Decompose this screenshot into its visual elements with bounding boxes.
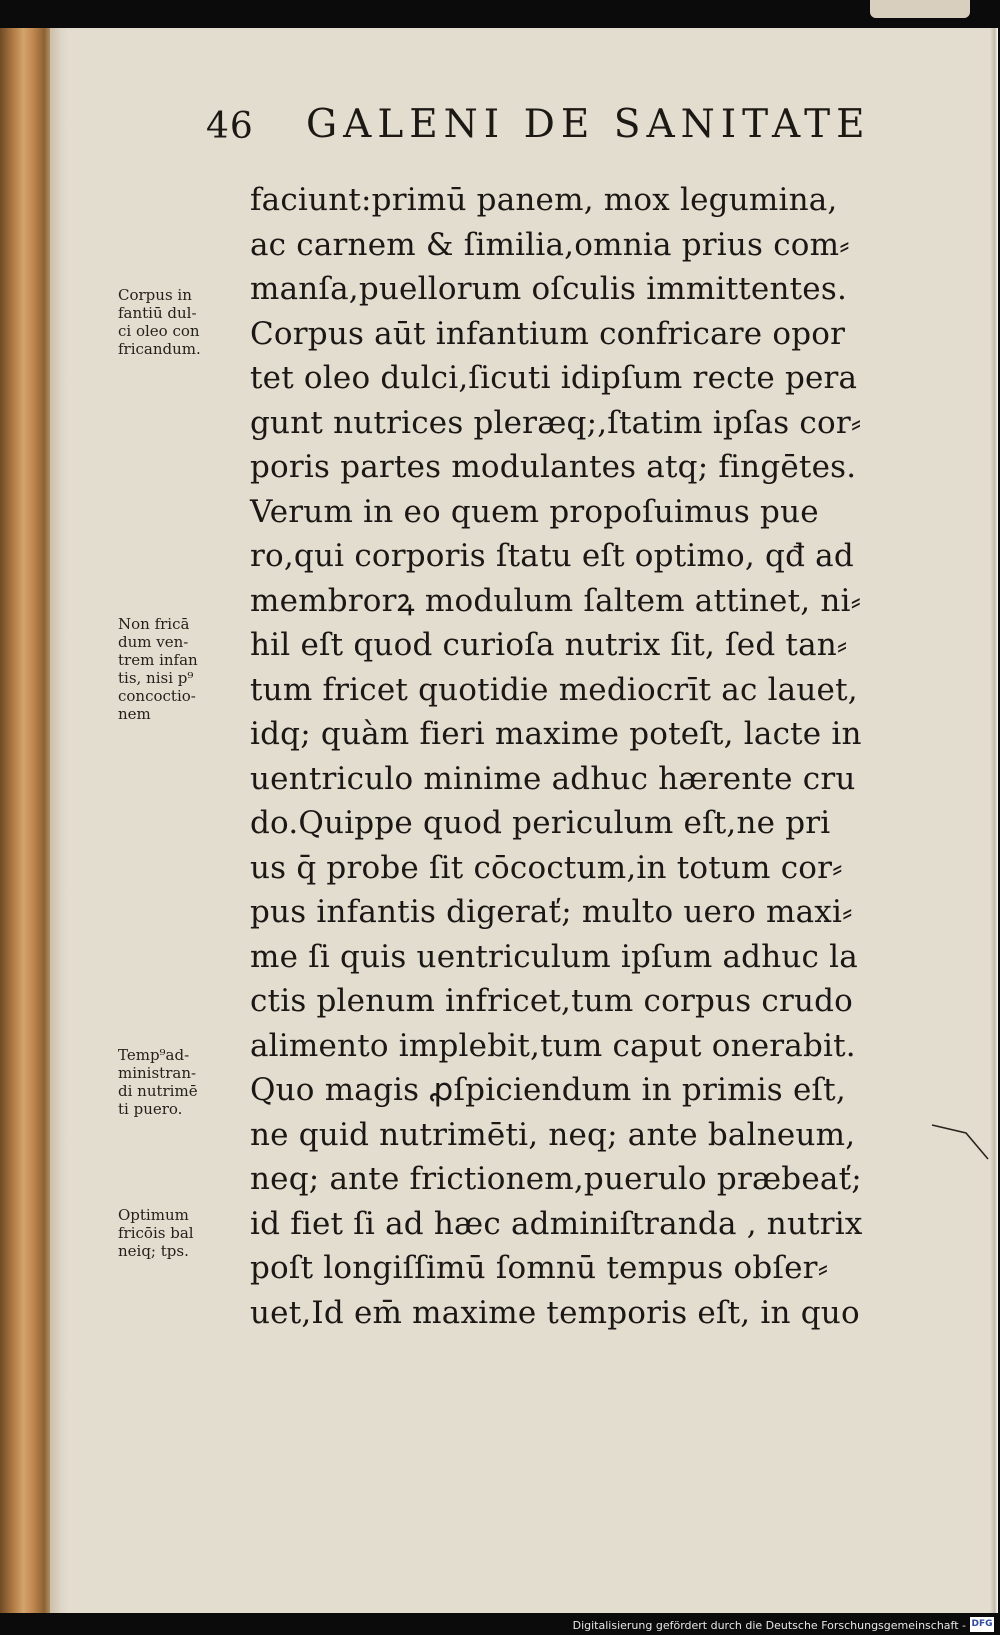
- text-line: tet oleo dulci,ſicuti idipſum recte pera: [250, 360, 858, 396]
- text-line: id fiet ſi ad hæc adminiſtranda , nutrix: [250, 1205, 863, 1242]
- margin-gloss-non-frica: [118, 615, 246, 723]
- pen-mark-icon: [930, 1113, 992, 1163]
- text-line: pus infantis digerať; multo uero maxi⸗: [250, 894, 853, 930]
- gloss-line: di nutrimē: [118, 1082, 198, 1100]
- page-tab: [870, 0, 970, 18]
- gloss-line: Non fricā: [118, 615, 190, 633]
- text-line: ac carnem & ſimilia,omnia prius com⸗: [250, 226, 850, 263]
- text-line: hil eſt quod curioſa nutrix ſit, ſed tan⸗: [250, 627, 848, 663]
- text-line: gunt nutrices pleræq;,ſtatim ipſas cor⸗: [250, 404, 862, 441]
- gloss-line: Optimum: [118, 1206, 189, 1224]
- text-line: membrorꝝ modulum ſaltem attinet, ni⸗: [250, 582, 862, 619]
- text-line: neq; ante frictionem,puerulo præbeať;: [250, 1161, 862, 1197]
- footer-bar: [0, 1613, 1000, 1635]
- gloss-line: Corpus in: [118, 286, 192, 304]
- gloss-line: fantiū dul-: [118, 304, 197, 322]
- gloss-line: fricōis bal: [118, 1224, 194, 1242]
- text-line: poris partes modulantes atq; fingētes.: [250, 449, 857, 485]
- page-header: [200, 96, 880, 166]
- text-line: Quo magis ꝓſpiciendum in primis eſt,: [250, 1072, 846, 1108]
- gloss-line: ci oleo con: [118, 322, 200, 340]
- gloss-line: ministran-: [118, 1064, 197, 1082]
- page-number: 46: [206, 106, 254, 147]
- text-line: us q̄ probe ſit cōcoctum,in totum cor⸗: [250, 849, 843, 886]
- gutter-shadow: [50, 28, 68, 1613]
- text-line: alimento implebit,tum caput onerabit.: [250, 1027, 856, 1064]
- gloss-line: trem infan: [118, 651, 198, 669]
- gloss-line: Temp⁹ad-: [118, 1046, 190, 1064]
- gloss-line: neiq; tps.: [118, 1242, 189, 1260]
- book-spine: [0, 28, 52, 1613]
- text-line: manſa,puellorum oſculis immittentes.: [250, 271, 848, 307]
- text-line: ctis plenum infricet,tum corpus crudo: [250, 983, 854, 1019]
- text-line: faciunt:primū panem, mox legumina,: [250, 182, 838, 218]
- book-page: [0, 28, 998, 1613]
- main-text-block: [250, 178, 910, 1335]
- text-line: idq; quàm fieri maxime poteſt, lacte in: [250, 716, 862, 752]
- page-edge: [990, 28, 998, 1613]
- text-line: tum fricet quotidie mediocrīt ac lauet,: [250, 671, 858, 708]
- text-line: do.Quippe quod periculum eſt,ne pri: [250, 805, 831, 841]
- text-line: ro,qui corporis ſtatu eſt optimo, qđ ad: [250, 538, 854, 574]
- gloss-line: fricandum.: [118, 340, 201, 358]
- text-line: Corpus aūt infantium confricare opor: [250, 315, 846, 352]
- dfg-logo-icon: DFG: [970, 1617, 994, 1632]
- text-line: ne quid nutrimēti, neq; ante balneum,: [250, 1116, 856, 1153]
- text-line: uet,Id em̄ maxime temporis eſt, in quo: [250, 1294, 860, 1331]
- gloss-line: dum ven-: [118, 633, 189, 651]
- text-line: uentriculo minime adhuc hærente cru: [250, 760, 856, 797]
- margin-gloss-corpus: [118, 286, 246, 358]
- margin-gloss-temp: [118, 1046, 246, 1118]
- gloss-line: concoctio-: [118, 687, 196, 705]
- margin-gloss-optimum: [118, 1206, 246, 1260]
- text-line: me ſi quis uentriculum ipſum adhuc la: [250, 938, 858, 975]
- digitization-credit: Digitalisierung gefördert durch die Deutsche Forschungsgemeinschaft -: [572, 1619, 966, 1632]
- gloss-line: nem: [118, 705, 151, 723]
- running-head: GALENI DE SANITATE: [306, 102, 871, 147]
- text-line: Verum in eo quem propoſuimus pue: [250, 493, 819, 530]
- gloss-line: ti puero.: [118, 1100, 183, 1118]
- gloss-line: tis, nisi p⁹: [118, 669, 194, 687]
- text-line: poſt longiſſimū ſomnū tempus obſer⸗: [250, 1250, 829, 1286]
